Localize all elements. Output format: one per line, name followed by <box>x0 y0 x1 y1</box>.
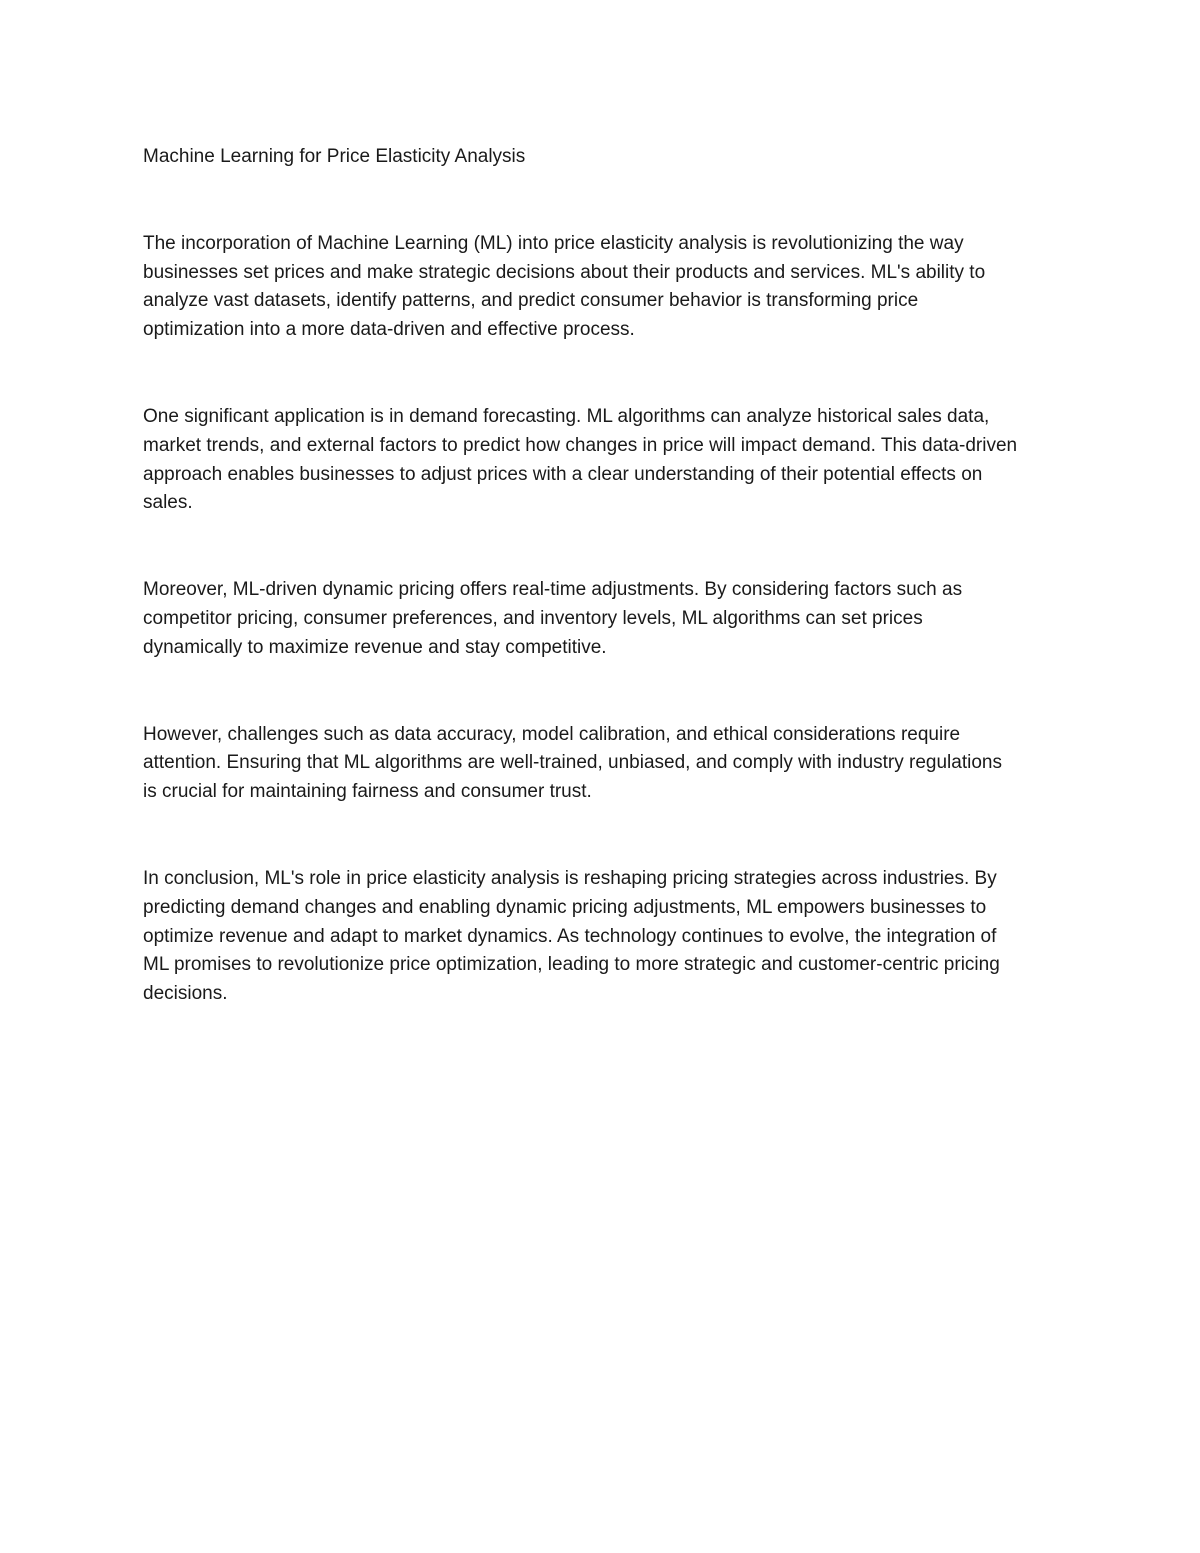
paragraph-line: ML promises to revolutionize price optimization, leading to more strategic and customer-centric pricing <box>143 954 1000 976</box>
paragraph-line: One significant application is in demand forecasting. ML algorithms can analyze historical sales data, <box>143 405 990 427</box>
paragraph-line: optimization into a more data-driven and effective process. <box>143 319 635 341</box>
paragraph-line: competitor pricing, consumer preferences, and inventory levels, ML algorithms can set prices <box>143 607 923 629</box>
paragraph-line: market trends, and external factors to predict how changes in price will impact demand. This data-driven <box>143 434 1018 456</box>
paragraph-line: businesses set prices and make strategic decisions about their products and services. ML's ability to <box>143 261 986 283</box>
document-title: Machine Learning for Price Elasticity Analysis <box>143 146 526 167</box>
document-body <box>143 143 1063 1009</box>
paragraph-line: decisions. <box>143 983 228 1005</box>
paragraph-line: dynamically to maximize revenue and stay competitive. <box>143 636 607 658</box>
paragraph-line: Moreover, ML-driven dynamic pricing offers real-time adjustments. By considering factors such as <box>143 579 963 601</box>
paragraph-spacer <box>143 518 1063 576</box>
title-spacer <box>143 172 1063 230</box>
paragraph-4 <box>143 721 1063 807</box>
paragraph-line: The incorporation of Machine Learning (ML) into price elasticity analysis is revolutionizing the way <box>143 232 964 254</box>
paragraph-line: analyze vast datasets, identify patterns, and predict consumer behavior is transforming price <box>143 290 919 312</box>
paragraph-spacer <box>143 345 1063 403</box>
paragraph-line: optimize revenue and adapt to market dynamics. As technology continues to evolve, the integration of <box>143 925 997 947</box>
paragraph-line: is crucial for maintaining fairness and consumer trust. <box>143 781 592 803</box>
paragraph-line: In conclusion, ML's role in price elasticity analysis is reshaping pricing strategies across industries. By <box>143 867 997 889</box>
paragraph-line: attention. Ensuring that ML algorithms are well-trained, unbiased, and comply with industry regulations <box>143 752 1002 774</box>
paragraph-line: sales. <box>143 492 193 514</box>
paragraph-1 <box>143 230 1063 345</box>
paragraph-2 <box>143 403 1063 518</box>
paragraph-spacer <box>143 807 1063 865</box>
paragraph-line: predicting demand changes and enabling dynamic pricing adjustments, ML empowers businesses to <box>143 896 987 918</box>
paragraph-line: However, challenges such as data accuracy, model calibration, and ethical considerations require <box>143 723 961 745</box>
paragraph-spacer <box>143 663 1063 721</box>
paragraph-3 <box>143 576 1063 662</box>
paragraph-line: approach enables businesses to adjust prices with a clear understanding of their potential effects on <box>143 463 983 485</box>
paragraph-5 <box>143 865 1063 1009</box>
